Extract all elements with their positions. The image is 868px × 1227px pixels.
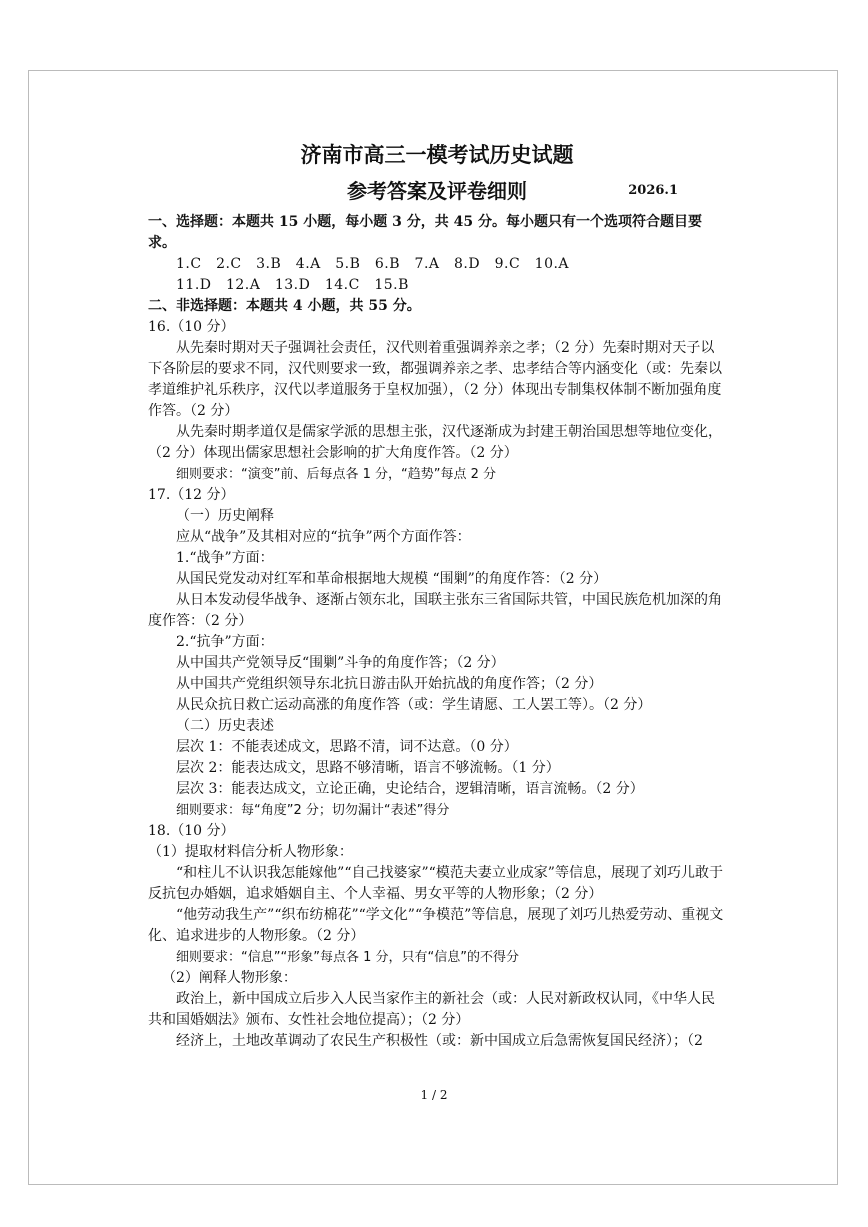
q17-line-1: 应从“战争”及其相对应的“抗争”两个方面作答： xyxy=(176,529,471,545)
q18-heading: 18.（10 分） xyxy=(148,823,235,839)
q18-para-3: 政治上，新中国成立后步入人民当家作主的新社会（或：人民对新政权认同，《中华人民共和国婚姻法》颁布、女性社会地位提高）；（2 分） xyxy=(148,991,715,1028)
section-choice-heading: 一、选择题：本题共 15 小题，每小题 3 分，共 45 分。每小题只有一个选项符合题目要求。 xyxy=(148,214,702,251)
q17-line-7: 从中国共产党组织领导东北抗日游击队开始抗战的角度作答；（2 分） xyxy=(176,676,603,692)
q17-level-3: 层次 3：能表达成文，立论正确，史论结合，逻辑清晰，语言流畅。（2 分） xyxy=(176,781,644,797)
q18-para-1: “和柱儿不认识我怎能嫁他”“自己找婆家”“模范夫妻立业成家”等信息，展现了刘巧儿敢于反抗包办婚姻，追求婚姻自主、个人幸福、男女平等的人物形象；（2 分） xyxy=(148,865,723,902)
q17-note: 细则要求：每“角度”2 分；切勿漏计“表述”得分 xyxy=(176,803,450,818)
q17-line-8: 从民众抗日救亡运动高涨的角度作答（或：学生请愿、工人罢工等）。（2 分） xyxy=(176,697,652,713)
doc-title: 济南市高三一模考试历史试题 xyxy=(300,142,574,167)
q18-section-2: （2）阐释人物形象： xyxy=(162,970,297,986)
q17-line-3: 从国民党发动对红军和革命根据地大规模 “围剿”的角度作答：（2 分） xyxy=(176,571,608,587)
answers-row-1: 1.C 2.C 3.B 4.A 5.B 6.B 7.A 8.D 9.C 10.A xyxy=(176,256,570,272)
q18-para-4: 经济上，土地改革调动了农民生产积极性（或：新中国成立后急需恢复国民经济）；（2 xyxy=(176,1033,703,1049)
q17-section-1: （一）历史阐释 xyxy=(176,508,274,524)
q17-section-2: （二）历史表述 xyxy=(176,718,274,734)
q16-para-1: 从先秦时期对天子强调社会责任，汉代则着重强调养亲之孝；（2 分）先秦时期对天子以下各阶层的要求不同，汉代则要求一致，都强调养亲之孝、忠孝结合等内涵变化（或：先秦以孝道维护礼乐秩序，汉代以孝道服务于皇权加强），（2 分）体现出专制集权体制不断加强角度作答。（2 分） xyxy=(148,340,722,419)
answer-document xyxy=(148,140,726,1052)
q16-para-2: 从先秦时期孝道仅是儒家学派的思想主张，汉代逐渐成为封建王朝治国思想等地位变化，（2 分）体现出儒家思想社会影响的扩大角度作答。（2 分） xyxy=(148,424,722,461)
q17-level-2: 层次 2：能表达成文，思路不够清晰，语言不够流畅。（1 分） xyxy=(176,760,560,776)
subtitle-row xyxy=(148,174,726,208)
q17-level-1: 层次 1：不能表述成文，思路不清，词不达意。（0 分） xyxy=(176,739,518,755)
q18-section-1: （1）提取材料信分析人物形象： xyxy=(148,844,353,860)
q16-heading: 16.（10 分） xyxy=(148,319,235,335)
q18-para-2: “他劳动我生产”“织布纺棉花”“学文化”“争模范”等信息，展现了刘巧儿热爱劳动、重视文化、追求进步的人物形象。（2 分） xyxy=(148,907,724,944)
doc-date: 2026.1 xyxy=(628,183,678,198)
q17-line-5: 2.“抗争”方面： xyxy=(176,634,274,650)
q17-line-2: 1.“战争”方面： xyxy=(176,550,274,566)
q18-note: 细则要求：“信息”“形象”每点各 1 分，只有“信息”的不得分 xyxy=(176,950,519,965)
q16-note: 细则要求：“演变”前、后每点各 1 分，“趋势”每点 2 分 xyxy=(176,467,497,482)
q17-line-4: 从日本发动侵华战争、逐渐占领东北，国联主张东三省国际共管，中国民族危机加深的角度作答：（2 分） xyxy=(148,592,722,629)
answers-row-2: 11.D 12.A 13.D 14.C 15.B xyxy=(176,277,409,293)
section-nonchoice-heading: 二、非选择题：本题共 4 小题，共 55 分。 xyxy=(148,298,421,314)
doc-subtitle: 参考答案及评卷细则 xyxy=(347,179,527,203)
q17-heading: 17.（12 分） xyxy=(148,487,235,503)
page-number: 1 / 2 xyxy=(420,1088,448,1102)
q17-line-6: 从中国共产党领导反“围剿”斗争的角度作答；（2 分） xyxy=(176,655,505,671)
